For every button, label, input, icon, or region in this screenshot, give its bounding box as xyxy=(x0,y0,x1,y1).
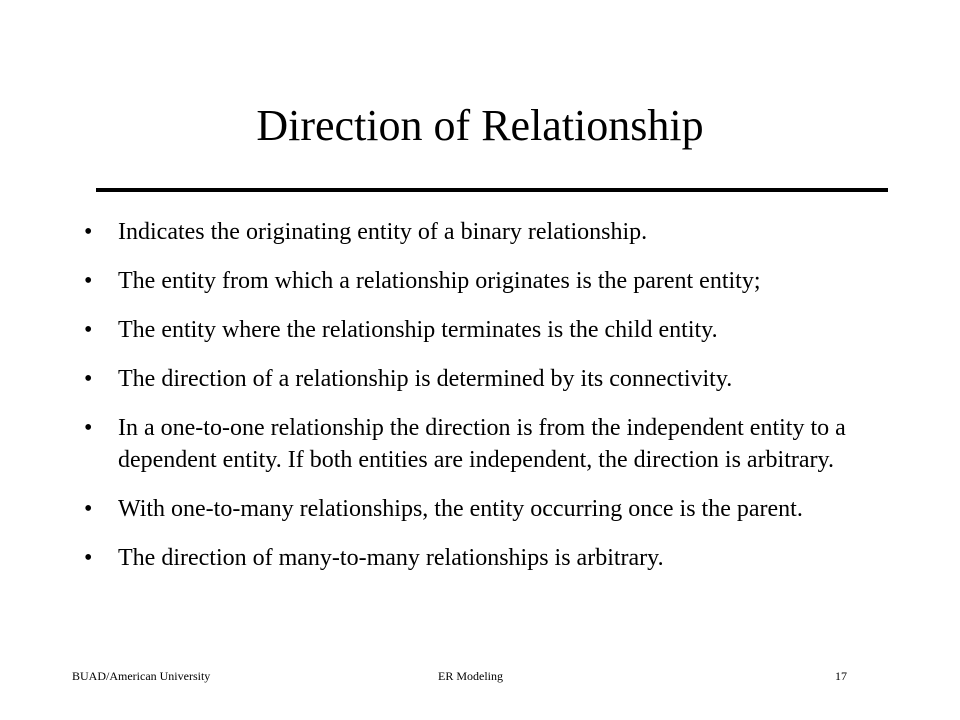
footer-topic: ER Modeling xyxy=(438,669,503,683)
bullet-mark: • xyxy=(84,268,93,294)
bullet-text: With one-to-many relationships, the entity occurring once is the parent. xyxy=(118,496,803,522)
slide-title: Direction of Relationship xyxy=(256,101,704,150)
bullet-item xyxy=(80,265,880,297)
bullet-text: The direction of a relationship is determined by its connectivity. xyxy=(118,366,733,392)
bullet-text: Indicates the originating entity of a binary relationship. xyxy=(118,219,648,245)
footer-organization: BUAD/American University xyxy=(72,669,211,683)
bullet-mark: • xyxy=(84,317,93,343)
bullet-list xyxy=(80,216,880,591)
bullet-item xyxy=(80,314,880,346)
bullet-item xyxy=(80,493,880,525)
bullet-mark: • xyxy=(84,545,93,571)
bullet-mark: • xyxy=(84,366,93,392)
bullet-text: The entity from which a relationship originates is the parent entity; xyxy=(118,268,761,294)
bullet-mark: • xyxy=(84,415,93,441)
bullet-item xyxy=(80,216,880,248)
bullet-item xyxy=(80,542,880,574)
title-divider xyxy=(96,188,888,192)
bullet-mark: • xyxy=(84,496,93,522)
bullet-text: The direction of many-to-many relationships is arbitrary. xyxy=(118,545,664,571)
page-number: 17 xyxy=(835,669,847,683)
bullet-text: The entity where the relationship terminates is the child entity. xyxy=(118,317,718,343)
bullet-item xyxy=(80,363,880,395)
bullet-mark: • xyxy=(84,219,93,245)
bullet-item xyxy=(80,412,880,476)
bullet-text: In a one-to-one relationship the direction is from the independent entity to a dependent entity. If both entities are independent, the direction is arbitrary. xyxy=(118,415,846,473)
